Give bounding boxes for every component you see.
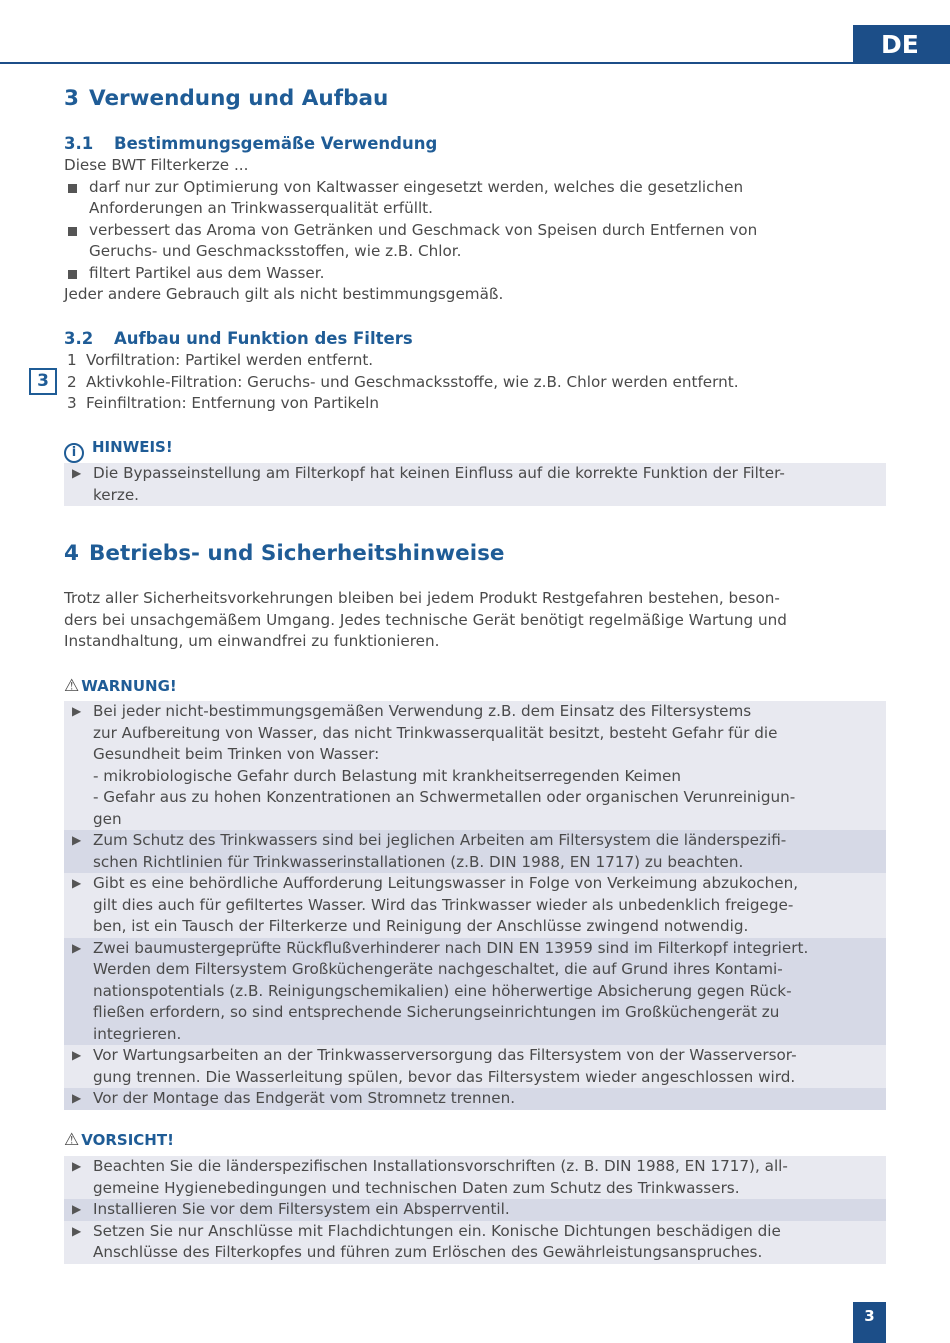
vorsicht-box [64, 1156, 886, 1264]
text-line: zur Aufbereitung von Wasser, das nicht Trinkwasserqualität besitzt, besteht Gefahr für die [93, 723, 778, 742]
item-text: Vorfiltration: Partikel werden entfernt. [86, 351, 374, 369]
list-item [64, 830, 886, 873]
triangle-bullet-icon: ▶ [72, 940, 82, 955]
text-line: Anforderungen an Trinkwasserqualität erfüllt. [89, 199, 433, 217]
text-line: - Gefahr aus zu hohen Konzentrationen an Schwermetallen oder organischen Verunreinigun- [93, 788, 796, 806]
text-line: integrieren. [93, 1024, 182, 1043]
list-item [64, 177, 886, 220]
text-line: filtert Partikel aus dem Wasser. [89, 263, 325, 282]
header-rule [0, 62, 950, 64]
list-item [64, 263, 886, 285]
section-3-heading [64, 85, 388, 113]
text-line: Beachten Sie die länderspezifischen Installationsvorschriften (z. B. DIN 1988, EN 1717), all- [93, 1157, 788, 1175]
text-line: Die Bypasseinstellung am Filterkopf hat keinen Einfluss auf die korrekte Funktion der Filter- [93, 464, 785, 482]
square-bullet-icon [68, 227, 77, 236]
text-line: Vor der Montage das Endgerät vom Stromnetz trennen. [93, 1089, 516, 1107]
item-number: 1 [67, 351, 77, 369]
square-bullet-icon [68, 270, 77, 279]
note-label: WARNUNG! [81, 677, 177, 695]
hinweis-box [64, 463, 886, 506]
triangle-bullet-icon: ▶ [72, 1091, 82, 1105]
text-line: gen [93, 809, 122, 828]
list-item [64, 1221, 886, 1264]
text-line: Werden dem Filtersystem Großküchengeräte nachgeschaltet, die auf Grund ihres Kontami- [93, 960, 783, 978]
section-title: Verwendung und Aufbau [89, 86, 389, 111]
vorsicht-heading [64, 1129, 174, 1151]
subsection-title: Aufbau und Funktion des Filters [114, 329, 413, 348]
text-line: Geruchs- und Geschmacksstoffen, wie z.B. Chlor. [89, 242, 462, 260]
item-number: 3 [67, 394, 77, 412]
square-bullet-icon [68, 184, 77, 193]
subsection-number: 3.2 [64, 329, 94, 348]
text-line: - mikrobiologische Gefahr durch Belastung mit krankheitserregenden Keimen [93, 766, 681, 785]
subsection-title: Bestimmungsgemäße Verwendung [114, 134, 438, 153]
text-line: nationspotentials (z.B. Reinigungschemikalien) eine höherwertige Absicherung gegen Rück- [93, 981, 792, 1000]
item-text: Aktivkohle-Filtration: Geruchs- und Geschmacksstoffe, wie z.B. Chlor werden entfernt. [86, 372, 739, 391]
figure-reference-badge: 3 [29, 368, 57, 395]
hinweis-heading [64, 436, 173, 463]
list-item [64, 372, 886, 394]
item-number: 2 [67, 372, 77, 391]
text-line: ders bei unsachgemäßem Umgang. Jedes technische Gerät benötigt regelmäßige Wartung und [64, 610, 787, 629]
section-4-heading [64, 540, 504, 568]
note-label: HINWEIS! [92, 438, 173, 456]
item-text: Feinfiltration: Entfernung von Partikeln [86, 394, 379, 412]
text-line: Zum Schutz des Trinkwassers sind bei jeglichen Arbeiten am Filtersystem die länderspezifi- [93, 831, 787, 849]
text-line: schen Richtlinien für Trinkwasserinstallationen (z.B. DIN 1988, EN 1717) zu beachten. [93, 852, 744, 871]
section-4-intro [64, 588, 886, 653]
triangle-bullet-icon: ▶ [72, 1223, 82, 1238]
text-line: kerze. [93, 485, 139, 504]
note-label: VORSICHT! [81, 1131, 174, 1149]
subsection-number: 3.1 [64, 134, 94, 153]
warnung-heading [64, 675, 177, 697]
triangle-bullet-icon: ▶ [72, 876, 82, 890]
text-line: gung trennen. Die Wasserleitung spülen, bevor das Filtersystem wieder angeschlossen wird. [93, 1067, 796, 1086]
section-title: Betriebs- und Sicherheitshinweise [89, 541, 505, 566]
triangle-bullet-icon: ▶ [72, 1159, 82, 1173]
text-line: verbessert das Aroma von Getränken und Geschmack von Speisen durch Entfernen von [89, 220, 758, 239]
list-item [64, 701, 886, 830]
text-line: darf nur zur Optimierung von Kaltwasser eingesetzt werden, welches die gesetzlichen [89, 177, 744, 196]
text-line: Vor Wartungsarbeiten an der Trinkwasserversorgung das Filtersystem von der Wasserversor- [93, 1046, 797, 1064]
text-line: gemeine Hygienebedingungen und technischen Daten zum Schutz des Trinkwassers. [93, 1178, 740, 1197]
list-item [64, 873, 886, 938]
text-line: gilt dies auch für gefiltertes Wasser. Wird das Trinkwasser wieder als unbedenklich freigege- [93, 895, 794, 914]
section-number: 3 [64, 86, 79, 111]
triangle-bullet-icon: ▶ [72, 1202, 82, 1216]
warning-triangle-icon: ⚠ [64, 1130, 80, 1150]
triangle-bullet-icon: ▶ [72, 1048, 82, 1062]
triangle-bullet-icon: ▶ [72, 466, 82, 480]
warnung-box [64, 701, 886, 1110]
subsection-3-2-heading [64, 328, 413, 350]
text-line: Zwei baumustergeprüfte Rückflußverhinderer nach DIN EN 13959 sind im Filterkopf integriert. [93, 938, 809, 957]
list-item [64, 938, 886, 1046]
text-line: Gibt es eine behördliche Aufforderung Leitungswasser in Folge von Verkeimung abzukochen, [93, 874, 799, 892]
page-number: 3 [853, 1302, 886, 1343]
text-line: Instandhaltung, um einwandfrei zu funktionieren. [64, 632, 440, 650]
text-line: ben, ist ein Tausch der Filterkerze und Reinigung der Anschlüsse zwingend notwendig. [93, 917, 749, 935]
text-line: Anschlüsse des Filterkopfes und führen zum Erlöschen des Gewährleistungsanspruches. [93, 1243, 763, 1261]
triangle-bullet-icon: ▶ [72, 833, 82, 847]
list-item [64, 1088, 886, 1110]
list-item [64, 1156, 886, 1199]
list-item [64, 1045, 886, 1088]
section-number: 4 [64, 541, 79, 566]
section-3-1-body [64, 155, 886, 306]
list-item [64, 350, 886, 372]
text-line: fließen erfordern, so sind entsprechende Sicherungseinrichtungen im Großküchengerät zu [93, 1003, 780, 1021]
text-line: Setzen Sie nur Anschlüsse mit Flachdichtungen ein. Konische Dichtungen beschädigen die [93, 1221, 781, 1240]
text-line: Bei jeder nicht-bestimmungsgemäßen Verwendung z.B. dem Einsatz des Filtersystems [93, 702, 752, 720]
warning-triangle-icon: ⚠ [64, 676, 80, 696]
language-tab: DE [853, 25, 950, 64]
intro-text: Diese BWT Filterkerze ... [64, 156, 249, 174]
text-line: Trotz aller Sicherheitsvorkehrungen bleiben bei jedem Produkt Restgefahren bestehen, beson- [64, 589, 780, 607]
subsection-3-1-heading [64, 133, 437, 155]
list-item [64, 1199, 886, 1221]
list-item [64, 220, 886, 263]
triangle-bullet-icon: ▶ [72, 704, 82, 718]
list-item [64, 463, 886, 506]
info-icon: i [64, 443, 84, 463]
text-line: Installieren Sie vor dem Filtersystem ein Absperrventil. [93, 1200, 510, 1218]
section-3-2-list [64, 350, 886, 415]
outro-text: Jeder andere Gebrauch gilt als nicht bestimmungsgemäß. [64, 285, 504, 303]
text-line: Gesundheit beim Trinken von Wasser: [93, 745, 380, 763]
list-item [64, 393, 886, 415]
